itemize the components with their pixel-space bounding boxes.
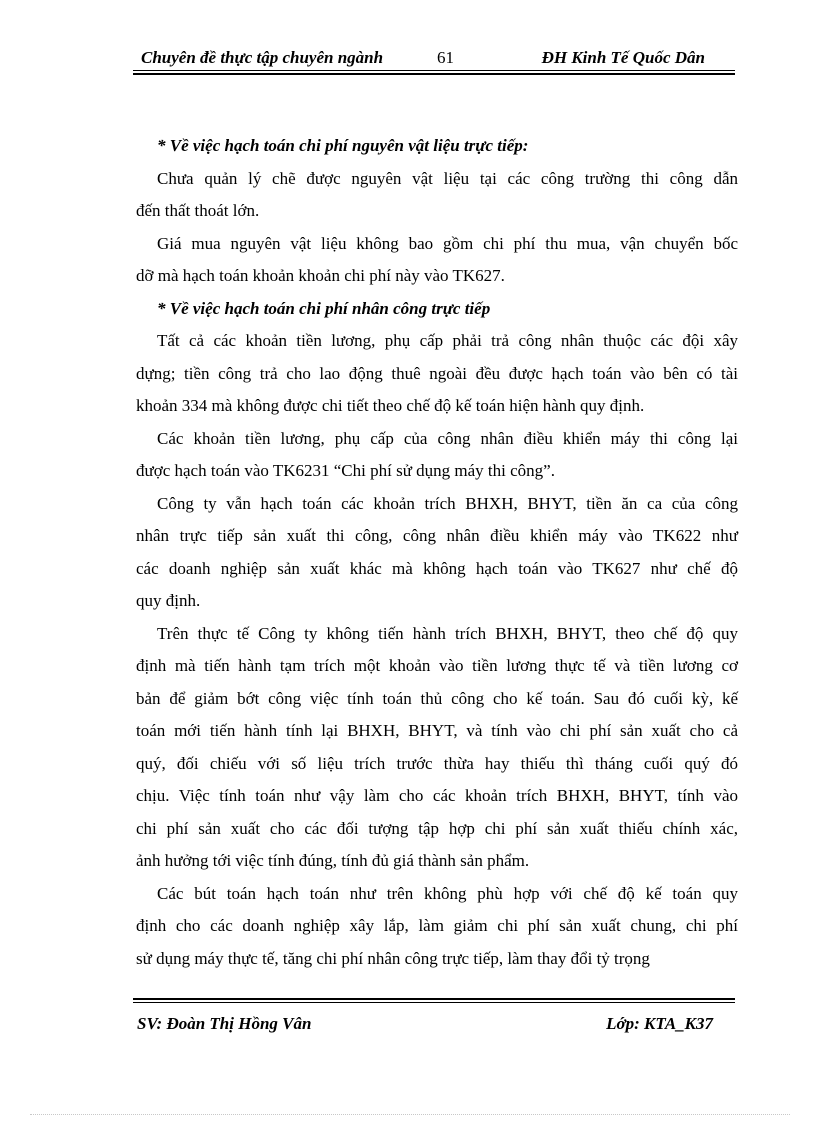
paragraph-line: toán mới tiến hành tính lại BHXH, BHYT, và tính vào chi phí sản xuất cho cả [136,721,738,740]
paragraph-line: quý, đối chiếu với số liệu trích trước thừa hay thiếu thì tháng cuối quý đó [136,753,738,773]
paragraph-line: khoản 334 mà không được chi tiết theo chế độ kế toán hiện hành quy định. [136,396,645,415]
page-header [133,48,735,70]
paragraph-line: các doanh nghiệp sản xuất khác mà không hạch toán vào TK627 như chế độ [136,558,738,578]
paragraph-line: Các bút toán hạch toán như trên không phù hợp với chế độ kế toán quy [157,883,738,903]
class-code: Lớp: KTA_K37 [606,1014,713,1033]
header-university: ĐH Kinh Tế Quốc Dân [541,48,705,67]
paragraph-line: định mà tiến hành tạm trích một khoản vào tiền lương thực tế và tiền lương cơ [136,656,738,675]
paragraph-line: dỡ mà hạch toán khoản khoản chi phí này vào TK627. [136,266,505,285]
paragraph-line: đến thất thoát lớn. [136,201,260,220]
paragraph-line: Công ty vẫn hạch toán các khoản trích BHXH, BHYT, tiền ăn ca của công [157,493,738,513]
footer-rule-thick [133,998,735,1000]
page-body [136,130,738,975]
page-footer [133,1014,735,1036]
paragraph-line: dựng; tiền công trả cho lao động thuê ngoài đều được hạch toán vào bên có tài [136,363,738,383]
header-title: Chuyên đề thực tập chuyên ngành [141,48,384,67]
paragraph-line: ảnh hưởng tới việc tính đúng, tính đủ giá thành sản phẩm. [136,851,530,870]
page-number: 61 [437,48,454,67]
paragraph-line: quy định. [136,591,201,610]
paragraph-line: Các khoản tiền lương, phụ cấp của công nhân điều khiển máy thi công lại [157,428,738,448]
paragraph-line: nhân trực tiếp sản xuất thi công, công nhân điều khiển máy vào TK622 như [136,526,738,545]
section-heading: * Về việc hạch toán chi phí nguyên vật liệu trực tiếp: [157,136,529,155]
paragraph-line: Tất cả các khoản tiền lương, phụ cấp phải trả công nhân thuộc các đội xây [157,331,738,350]
page-edge-dotted-line [30,1114,790,1115]
paragraph-line: Giá mua nguyên vật liệu không bao gồm chi phí thu mua, vận chuyển bốc [157,233,738,253]
paragraph-line: chịu. Việc tính toán như vậy làm cho các khoản trích BHXH, BHYT, tính vào [136,786,738,805]
paragraph-line: định cho các doanh nghiệp xây lắp, làm giảm chi phí sản xuất chung, chi phí [136,916,738,935]
paragraph-line: Chưa quản lý chẽ được nguyên vật liệu tại các công trường thi công dẫn [157,168,738,188]
paragraph-line: Trên thực tế Công ty không tiến hành trích BHXH, BHYT, theo chế độ quy [157,623,738,643]
header-rule-thick [133,73,735,75]
paragraph-line: bản để giảm bớt công việc tính toán thủ công cho kế toán. Sau đó cuối kỳ, kế [136,688,738,708]
paragraph-line: sử dụng máy thực tế, tăng chi phí nhân công trực tiếp, làm thay đổi tỷ trọng [136,948,650,968]
header-rule-thin [133,70,735,71]
footer-rule-thin [133,1002,735,1003]
paragraph-line: chi phí sản xuất cho các đối tượng tập hợp chi phí sản xuất thiếu chính xác, [136,818,738,838]
section-heading: * Về việc hạch toán chi phí nhân công trực tiếp [157,298,491,318]
paragraph-line: được hạch toán vào TK6231 “Chi phí sử dụng máy thi công”. [136,461,555,480]
student-name: SV: Đoàn Thị Hồng Vân [137,1014,312,1033]
